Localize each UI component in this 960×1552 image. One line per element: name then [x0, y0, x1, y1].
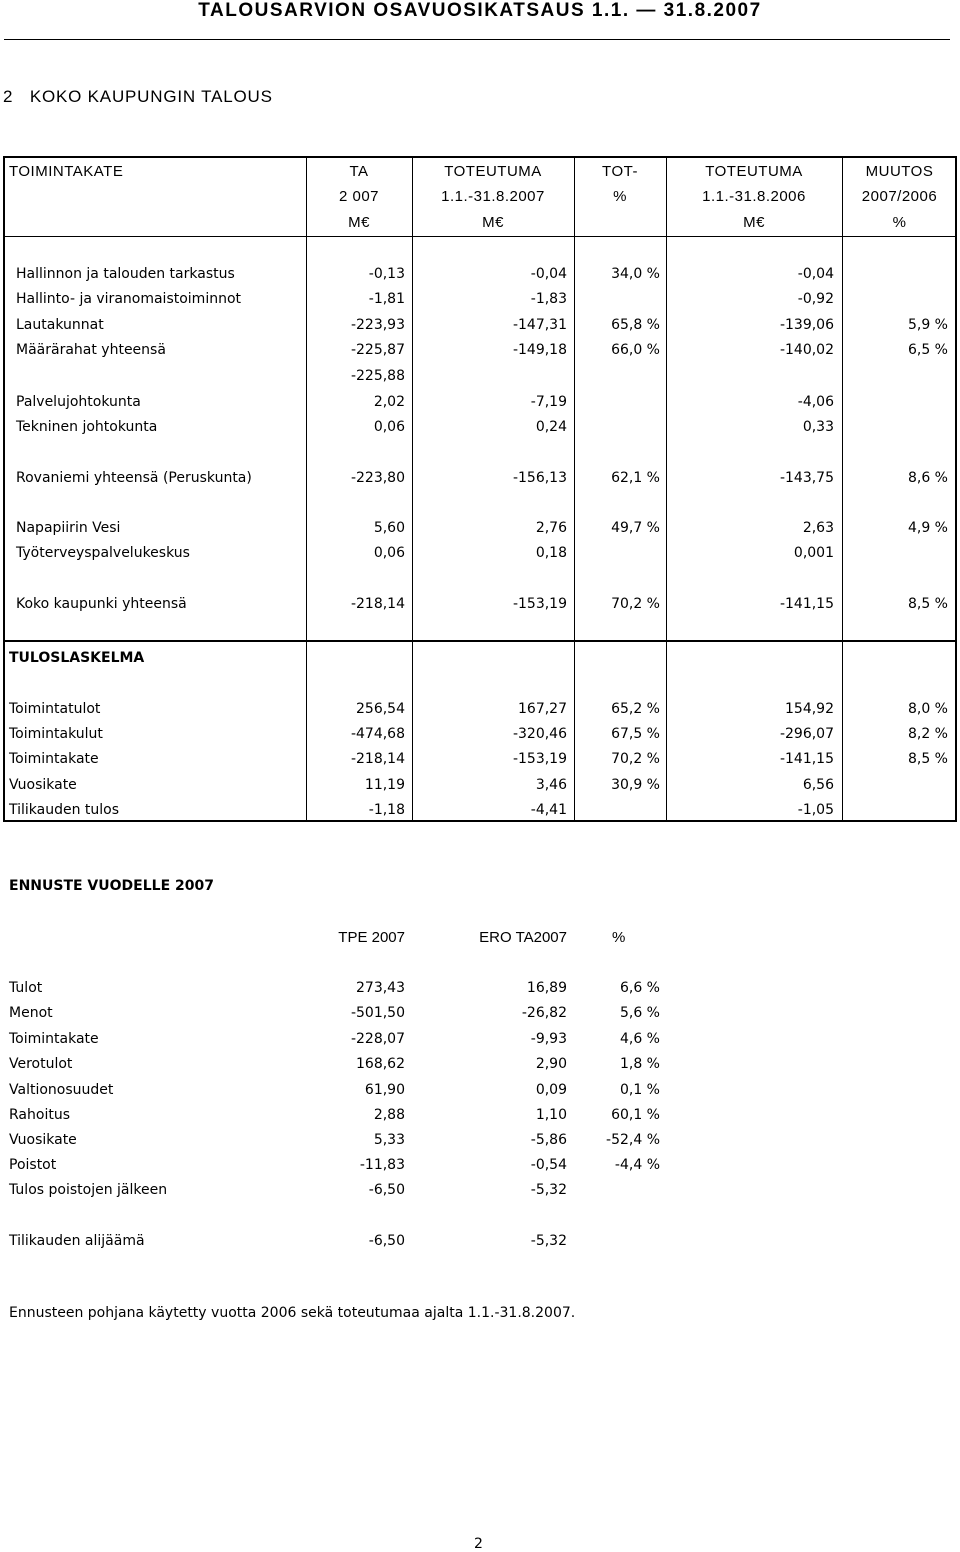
forecast-percent: -4,4 % [614, 1157, 660, 1173]
forecast-percent: 4,6 % [619, 1031, 660, 1047]
cell-ta: 11,19 [364, 777, 405, 793]
header-divider [3, 236, 957, 237]
forecast-deficit-row [0, 1229, 960, 1254]
header-muutos-years: 2007/2006 [861, 188, 938, 205]
forecast-label: Tulos poistojen jälkeen [9, 1182, 168, 1198]
forecast-ero: -5,32 [530, 1182, 567, 1198]
tuloslaskelma-title: TULOSLASKELMA [9, 650, 145, 666]
forecast-percent: 1,8 % [619, 1056, 660, 1072]
cell-tot-percent: 65,8 % [611, 317, 660, 333]
row-label: Tilikauden tulos [9, 802, 120, 818]
forecast-row [0, 1128, 960, 1153]
cell-ta: -225,87 [350, 342, 405, 358]
cell-muutos: 4,9 % [907, 520, 948, 536]
cell-tot-2006: -143,75 [779, 470, 834, 486]
forecast-row [0, 1052, 960, 1077]
table-row [0, 390, 960, 415]
forecast-ero: 1,10 [535, 1107, 567, 1123]
row-label: Määrärahat yhteensä [16, 342, 166, 358]
forecast-ero: -5,86 [530, 1132, 567, 1148]
cell-tot-2006: -141,15 [779, 751, 834, 767]
cell-tot-2006: 0,33 [802, 419, 834, 435]
header-muutos-unit: % [892, 214, 907, 231]
row-label: Toimintakulut [9, 726, 103, 742]
row-label: Koko kaupunki yhteensä [16, 596, 187, 612]
forecast-label: Poistot [9, 1157, 57, 1173]
table-row [0, 287, 960, 312]
row-label: Rovaniemi yhteensä (Peruskunta) [16, 470, 252, 486]
cell-tot-2006: -140,02 [779, 342, 834, 358]
cell-tot-percent: 66,0 % [611, 342, 660, 358]
cell-muutos: 8,0 % [907, 701, 948, 717]
table-row [0, 697, 960, 722]
cell-tot-2007: -147,31 [512, 317, 567, 333]
forecast-label: Valtionosuudet [9, 1082, 114, 1098]
forecast-percent: 0,1 % [619, 1082, 660, 1098]
forecast-label: Tilikauden alijäämä [9, 1233, 145, 1249]
forecast-tpe: -228,07 [350, 1031, 405, 1047]
header-ta-unit: M€ [348, 214, 370, 231]
row-label: Toimintakate [9, 751, 99, 767]
header-rule [4, 39, 950, 40]
header-toteutuma-2006-period: 1.1.-31.8.2006 [702, 188, 806, 205]
forecast-row [0, 1103, 960, 1128]
forecast-label: Vuosikate [9, 1132, 77, 1148]
forecast-header-tpe: TPE 2007 [338, 929, 405, 946]
tuloslaskelma-title-row [0, 646, 960, 671]
row-label: Työterveyspalvelukeskus [16, 545, 190, 561]
cell-tot-percent: 67,5 % [611, 726, 660, 742]
section-title: 2 KOKO KAUPUNGIN TALOUS [3, 87, 273, 106]
header-ta: TA [349, 163, 369, 180]
forecast-header-row [0, 925, 960, 950]
header-ta-year: 2 007 [338, 188, 380, 205]
header-toteutuma-2006: TOTEUTUMA [705, 163, 803, 180]
cell-muutos: 6,5 % [907, 342, 948, 358]
forecast-tpe: 5,33 [373, 1132, 405, 1148]
cell-ta: -0,13 [368, 266, 405, 282]
cell-tot-percent: 65,2 % [611, 701, 660, 717]
cell-tot-2007: -156,13 [512, 470, 567, 486]
header-tot-percent: TOT- [602, 163, 638, 180]
forecast-ero: 0,09 [535, 1082, 567, 1098]
forecast-ero: -5,32 [530, 1233, 567, 1249]
forecast-percent: -52,4 % [606, 1132, 660, 1148]
forecast-row [0, 976, 960, 1001]
table-row [0, 722, 960, 747]
forecast-note: Ennusteen pohjana käytetty vuotta 2006 sekä toteutumaa ajalta 1.1.-31.8.2007. [9, 1305, 576, 1321]
table-row [0, 262, 960, 287]
forecast-row [0, 1027, 960, 1052]
cell-tot-2007: 0,24 [535, 419, 567, 435]
table-row [0, 773, 960, 798]
row-label: Vuosikate [9, 777, 77, 793]
cell-ta: -223,93 [350, 317, 405, 333]
cell-tot-percent: 34,0 % [611, 266, 660, 282]
forecast-tpe: -6,50 [368, 1182, 405, 1198]
cell-ta: -1,18 [368, 802, 405, 818]
forecast-tpe: 168,62 [356, 1056, 405, 1072]
forecast-tpe: 273,43 [356, 980, 405, 996]
table-row [0, 338, 960, 363]
forecast-tpe: 61,90 [364, 1082, 405, 1098]
table-row [0, 747, 960, 772]
forecast-ero: -9,93 [530, 1031, 567, 1047]
row-label: Napapiirin Vesi [16, 520, 121, 536]
cell-tot-2006: -0,92 [797, 291, 834, 307]
table-row [0, 466, 960, 491]
table-row [0, 798, 960, 823]
cell-tot-2006: 0,001 [793, 545, 834, 561]
forecast-header-ero: ERO TA2007 [479, 929, 567, 946]
cell-muutos: 5,9 % [907, 317, 948, 333]
cell-tot-percent: 70,2 % [611, 596, 660, 612]
forecast-row [0, 1001, 960, 1026]
table-row [0, 364, 960, 389]
header-toteutuma-2007-unit: M€ [482, 214, 504, 231]
cell-muutos: 8,5 % [907, 751, 948, 767]
forecast-ero: -0,54 [530, 1157, 567, 1173]
cell-tot-2006: -4,06 [797, 394, 834, 410]
forecast-label: Toimintakate [9, 1031, 99, 1047]
cell-tot-2007: 0,18 [535, 545, 567, 561]
header-toteutuma-2007-period: 1.1.-31.8.2007 [441, 188, 545, 205]
cell-muutos: 8,6 % [907, 470, 948, 486]
table-row [0, 592, 960, 617]
forecast-header-percent: % [612, 929, 626, 946]
cell-ta: -1,81 [368, 291, 405, 307]
cell-tot-2007: 3,46 [535, 777, 567, 793]
header-toimintakate: TOIMINTAKATE [9, 163, 124, 180]
cell-tot-2007: -153,19 [512, 751, 567, 767]
cell-tot-percent: 62,1 % [611, 470, 660, 486]
page-number: 2 [474, 1536, 483, 1552]
row-label: Tekninen johtokunta [16, 419, 158, 435]
table-row [0, 516, 960, 541]
cell-tot-2006: -141,15 [779, 596, 834, 612]
forecast-title-row [0, 874, 960, 899]
row-label: Palvelujohtokunta [16, 394, 141, 410]
cell-ta: 5,60 [373, 520, 405, 536]
forecast-percent: 60,1 % [611, 1107, 660, 1123]
row-label: Lautakunnat [16, 317, 104, 333]
cell-ta: 2,02 [373, 394, 405, 410]
cell-muutos: 8,2 % [907, 726, 948, 742]
cell-tot-2006: -139,06 [779, 317, 834, 333]
cell-tot-2007: -153,19 [512, 596, 567, 612]
cell-tot-percent: 49,7 % [611, 520, 660, 536]
forecast-tpe: -501,50 [350, 1005, 405, 1021]
table-row [0, 415, 960, 440]
cell-tot-2007: 2,76 [535, 520, 567, 536]
cell-ta: 0,06 [373, 419, 405, 435]
forecast-row [0, 1178, 960, 1203]
table-row [0, 313, 960, 338]
cell-tot-2007: -7,19 [530, 394, 567, 410]
forecast-ero: 2,90 [535, 1056, 567, 1072]
cell-tot-2007: 167,27 [518, 701, 567, 717]
cell-tot-percent: 30,9 % [611, 777, 660, 793]
cell-ta: -218,14 [350, 751, 405, 767]
header-muutos: MUUTOS [865, 163, 934, 180]
header-tot-percent-sign: % [613, 188, 627, 205]
cell-tot-2007: -0,04 [530, 266, 567, 282]
document-header: TALOUSARVION OSAVUOSIKATSAUS 1.1. — 31.8.2007 [198, 0, 762, 21]
cell-ta: 256,54 [356, 701, 405, 717]
cell-tot-2007: -1,83 [530, 291, 567, 307]
row-label: Hallinto- ja viranomaistoiminnot [16, 291, 242, 307]
forecast-ero: -26,82 [521, 1005, 567, 1021]
cell-tot-2007: -320,46 [512, 726, 567, 742]
cell-ta: -223,80 [350, 470, 405, 486]
cell-ta: -474,68 [350, 726, 405, 742]
header-toteutuma-2007: TOTEUTUMA [444, 163, 542, 180]
forecast-percent: 5,6 % [619, 1005, 660, 1021]
cell-ta: -218,14 [350, 596, 405, 612]
cell-tot-percent: 70,2 % [611, 751, 660, 767]
forecast-tpe: -6,50 [368, 1233, 405, 1249]
forecast-title: ENNUSTE VUODELLE 2007 [9, 878, 214, 894]
forecast-row [0, 1078, 960, 1103]
cell-tot-2006: -296,07 [779, 726, 834, 742]
row-label: Toimintatulot [9, 701, 101, 717]
header-toteutuma-2006-unit: M€ [743, 214, 765, 231]
forecast-row [0, 1153, 960, 1178]
forecast-ero: 16,89 [526, 980, 567, 996]
cell-tot-2006: -0,04 [797, 266, 834, 282]
forecast-tpe: -11,83 [359, 1157, 405, 1173]
cell-tot-2007: -4,41 [530, 802, 567, 818]
cell-ta: -225,88 [350, 368, 405, 384]
forecast-tpe: 2,88 [373, 1107, 405, 1123]
cell-tot-2006: 2,63 [802, 520, 834, 536]
forecast-percent: 6,6 % [619, 980, 660, 996]
cell-tot-2006: 154,92 [785, 701, 834, 717]
forecast-label: Rahoitus [9, 1107, 70, 1123]
forecast-label: Menot [9, 1005, 53, 1021]
cell-tot-2007: -149,18 [512, 342, 567, 358]
table-row [0, 541, 960, 566]
forecast-label: Verotulot [9, 1056, 73, 1072]
cell-tot-2006: 6,56 [802, 777, 834, 793]
cell-tot-2006: -1,05 [797, 802, 834, 818]
cell-ta: 0,06 [373, 545, 405, 561]
forecast-label: Tulot [9, 980, 43, 996]
row-label: Hallinnon ja talouden tarkastus [16, 266, 235, 282]
cell-muutos: 8,5 % [907, 596, 948, 612]
